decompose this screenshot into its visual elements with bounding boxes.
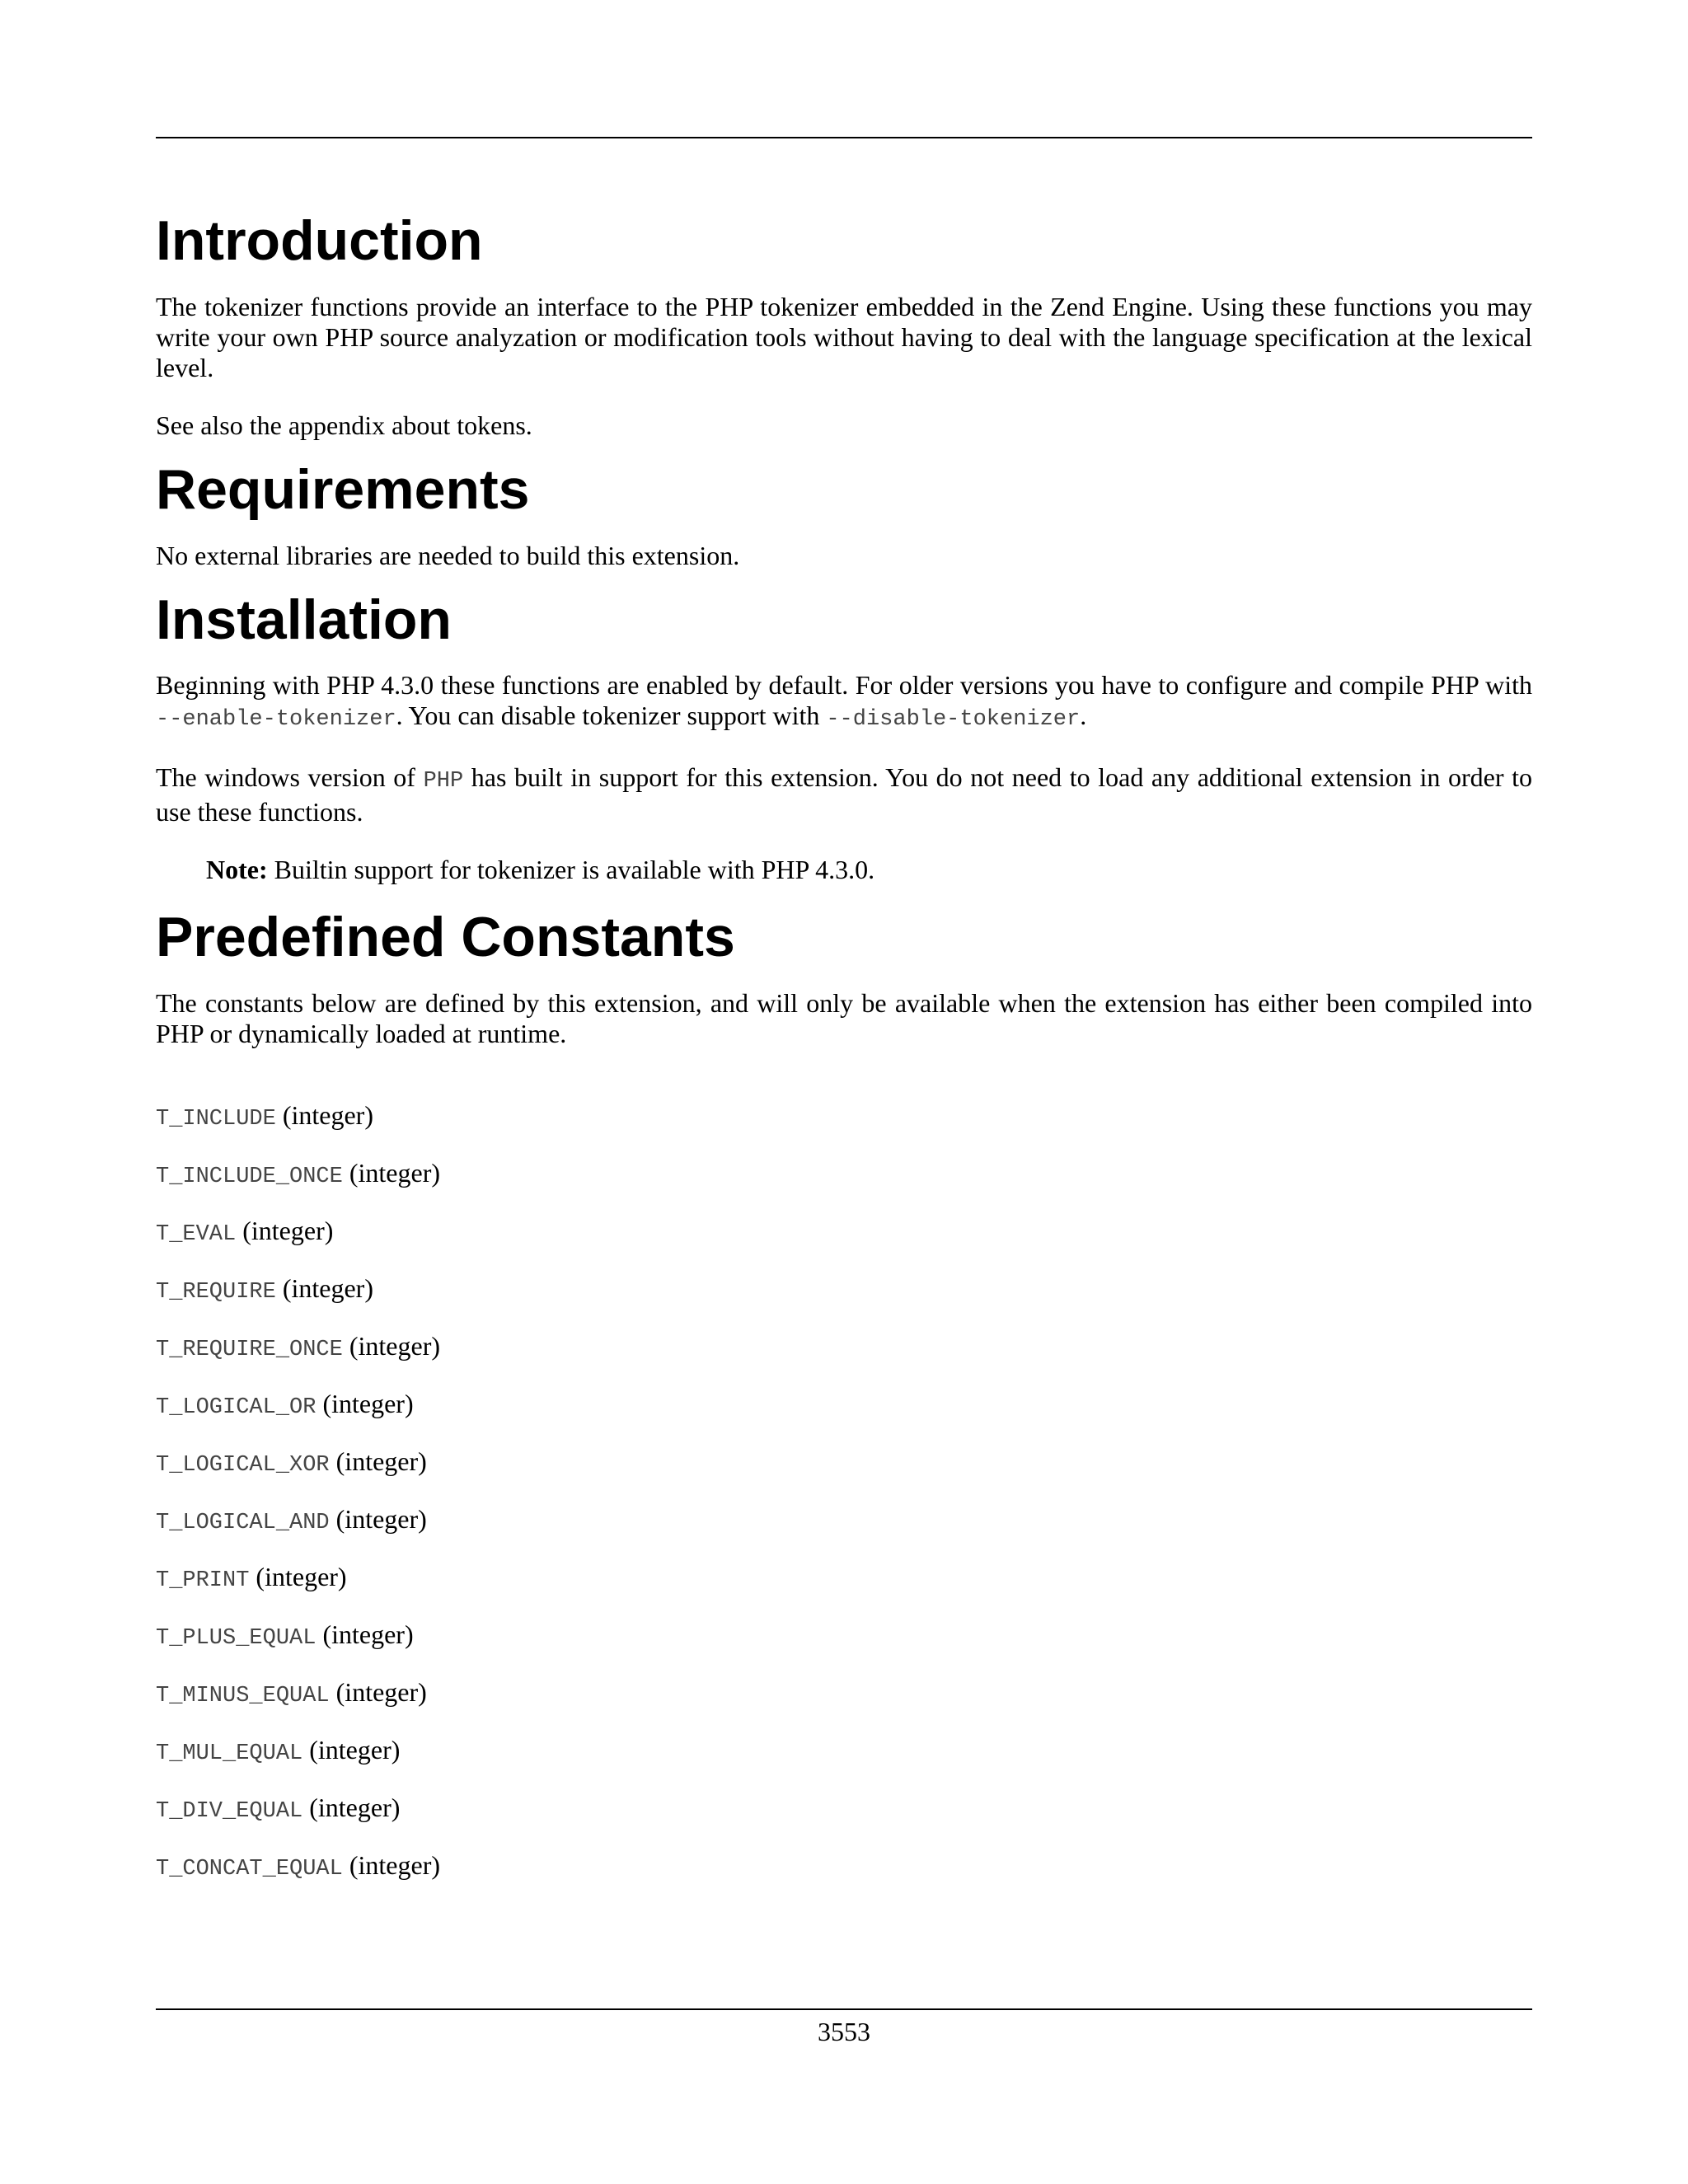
constant-name: T_REQUIRE (156, 1280, 276, 1305)
constant-type: (integer) (316, 1619, 414, 1650)
constant-type: (integer) (342, 1158, 440, 1188)
constant-name: T_LOGICAL_XOR (156, 1453, 330, 1479)
installation-text-2: . You can disable tokenizer support with (396, 701, 827, 731)
installation-text-3: . (1080, 701, 1087, 731)
constant-type: (integer) (342, 1331, 440, 1361)
php-code: PHP (423, 769, 464, 794)
constant-item (156, 1793, 1532, 1823)
constant-item (156, 1446, 1532, 1477)
introduction-paragraph: The tokenizer functions provide an interface to the PHP tokenizer embedded in the Zend Engine. Using these functions you may write your own PHP source analyzation or modification tools without having to deal with the language specification at the lexical level. (156, 291, 1532, 382)
requirements-paragraph: No external libraries are needed to build this extension. (156, 540, 740, 570)
constant-name: T_EVAL (156, 1222, 237, 1248)
constant-name: T_LOGICAL_OR (156, 1395, 316, 1421)
constant-item (156, 1850, 1532, 1881)
constant-name: T_PLUS_EQUAL (156, 1626, 316, 1652)
constant-name: T_MUL_EQUAL (156, 1741, 303, 1767)
windows-text-2: has built in support for this extension. You do not need to load any additional extension in order to use these functions. (156, 762, 1533, 827)
constant-type: (integer) (342, 1850, 440, 1881)
footer-rule (156, 2008, 1532, 2010)
constant-type: (integer) (302, 1735, 401, 1765)
constant-name: T_MINUS_EQUAL (156, 1684, 330, 1709)
enable-tokenizer-code: --enable-tokenizer (156, 707, 396, 733)
constants-list (156, 1100, 1532, 1881)
installation-paragraph (156, 670, 1532, 735)
constant-type: (integer) (329, 1446, 427, 1477)
constant-name: T_CONCAT_EQUAL (156, 1857, 343, 1882)
constants-section (156, 907, 1532, 1881)
constant-name: T_INCLUDE_ONCE (156, 1165, 343, 1190)
constant-item (156, 1389, 1532, 1419)
installation-section (156, 589, 1532, 886)
windows-paragraph (156, 762, 1532, 827)
constant-type: (integer) (329, 1504, 427, 1535)
installation-heading: Installation (156, 588, 452, 651)
see-also-paragraph: See also the appendix about tokens. (156, 410, 532, 440)
constant-type: (integer) (275, 1100, 373, 1131)
introduction-section (156, 210, 1532, 441)
constant-type: (integer) (302, 1793, 401, 1823)
header-rule (156, 137, 1532, 138)
constant-item (156, 1562, 1532, 1592)
constant-item (156, 1216, 1532, 1246)
constant-type: (integer) (329, 1677, 427, 1708)
note-label: Note: (206, 855, 268, 885)
requirements-heading: Requirements (156, 457, 530, 521)
constant-item (156, 1273, 1532, 1304)
note-block (206, 855, 1532, 885)
constants-paragraph: The constants below are defined by this extension, and will only be available when the extension has either been compiled into PHP or dynamically loaded at runtime. (156, 988, 1532, 1049)
constant-type: (integer) (275, 1273, 373, 1304)
constant-item (156, 1100, 1532, 1131)
constant-name: T_DIV_EQUAL (156, 1799, 303, 1825)
constant-item (156, 1331, 1532, 1361)
constant-item (156, 1735, 1532, 1765)
requirements-section (156, 459, 1532, 571)
page-content (156, 210, 1532, 1908)
constant-name: T_LOGICAL_AND (156, 1511, 330, 1536)
page-number: 3553 (818, 2017, 870, 2046)
constant-name: T_INCLUDE (156, 1107, 276, 1132)
constant-name: T_REQUIRE_ONCE (156, 1338, 343, 1363)
constant-type: (integer) (316, 1389, 414, 1419)
disable-tokenizer-code: --disable-tokenizer (826, 707, 1081, 733)
note-text: Builtin support for tokenizer is available with PHP 4.3.0. (267, 855, 875, 885)
installation-text-1: Beginning with PHP 4.3.0 these functions are enabled by default. For older versions you have to configure and compile PHP with (156, 670, 1532, 701)
constants-heading: Predefined Constants (156, 906, 735, 969)
constant-name: T_PRINT (156, 1568, 250, 1594)
constant-item (156, 1504, 1532, 1535)
windows-text-1: The windows version of (156, 762, 424, 793)
constant-type: (integer) (236, 1216, 334, 1246)
constant-item (156, 1158, 1532, 1188)
introduction-heading: Introduction (156, 209, 483, 272)
constant-item (156, 1677, 1532, 1708)
constant-item (156, 1619, 1532, 1650)
constant-type: (integer) (249, 1562, 347, 1592)
